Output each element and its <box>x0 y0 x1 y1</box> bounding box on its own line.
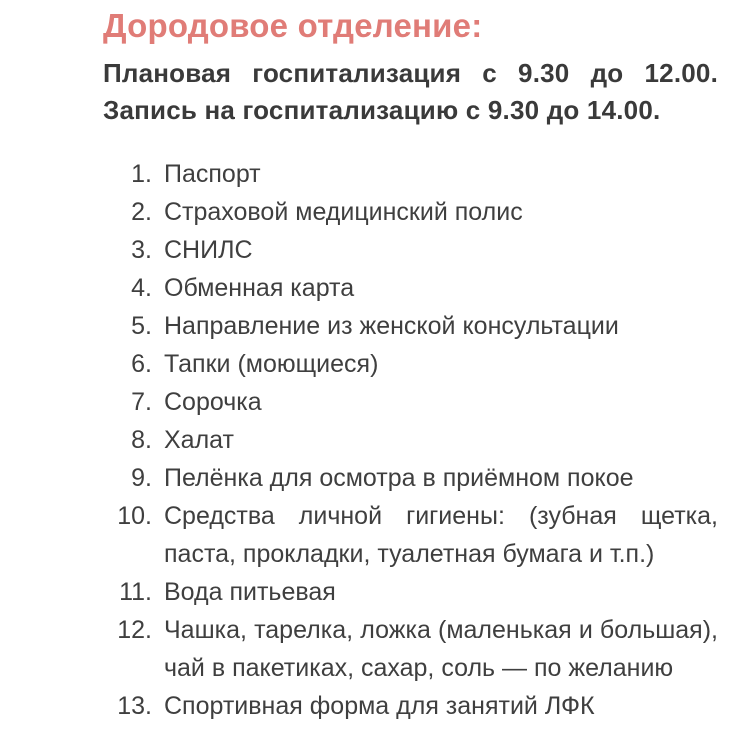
items-checklist <box>103 155 718 725</box>
list-item-text: Сорочка <box>164 388 262 416</box>
page-title: Дородовое отделение: <box>103 7 483 44</box>
list-item-number: 9. <box>131 464 152 492</box>
list-item-number: 4. <box>131 274 152 302</box>
list-item-text: СНИЛС <box>164 236 253 264</box>
list-item-number: 13. <box>117 692 152 720</box>
list-item <box>103 231 718 269</box>
list-item <box>103 345 718 383</box>
list-item-text: Направление из женской консультации <box>164 312 619 340</box>
list-item <box>103 269 718 307</box>
hospitalization-schedule <box>103 55 718 129</box>
list-item-number: 8. <box>131 426 152 454</box>
list-item <box>103 497 718 573</box>
list-item-number: 6. <box>131 350 152 378</box>
list-item-text: Тапки (моющиеся) <box>164 350 379 378</box>
list-item <box>103 611 718 687</box>
list-item-number: 2. <box>131 198 152 226</box>
list-item <box>103 573 718 611</box>
list-item-text: Средства личной гигиены: (зубная щетка, <box>164 502 718 530</box>
list-item-text: Паспорт <box>164 160 261 188</box>
list-item-number: 3. <box>131 236 152 264</box>
schedule-line-planned: Плановая госпитализация с 9.30 до 12.00. <box>103 58 718 88</box>
list-item <box>103 193 718 231</box>
list-item <box>103 421 718 459</box>
list-item-number: 10. <box>117 502 152 530</box>
list-item <box>103 687 718 725</box>
list-item-number: 11. <box>119 578 152 606</box>
list-item-text: Халат <box>164 426 234 454</box>
list-item-text: Вода питьевая <box>164 578 336 606</box>
list-item-text: Чашка, тарелка, ложка (маленькая и большая), <box>164 616 718 644</box>
list-item-number: 7. <box>131 388 152 416</box>
list-item <box>103 155 718 193</box>
list-item-number: 1. <box>131 160 152 188</box>
list-item-number: 5. <box>131 312 152 340</box>
list-item-text: Спортивная форма для занятий ЛФК <box>164 692 595 720</box>
list-item-text: Страховой медицинский полис <box>164 198 523 226</box>
list-item-text: Пелёнка для осмотра в приёмном покое <box>164 464 634 492</box>
list-item <box>103 307 718 345</box>
list-item-text: чай в пакетиках, сахар, соль — по желанию <box>164 654 674 682</box>
list-item-text: Обменная карта <box>164 274 355 302</box>
list-item-number: 12. <box>117 616 152 644</box>
list-item <box>103 459 718 497</box>
schedule-line-signup: Запись на госпитализацию с 9.30 до 14.00. <box>103 95 661 125</box>
list-item <box>103 383 718 421</box>
list-item-text: паста, прокладки, туалетная бумага и т.п.) <box>164 540 655 568</box>
